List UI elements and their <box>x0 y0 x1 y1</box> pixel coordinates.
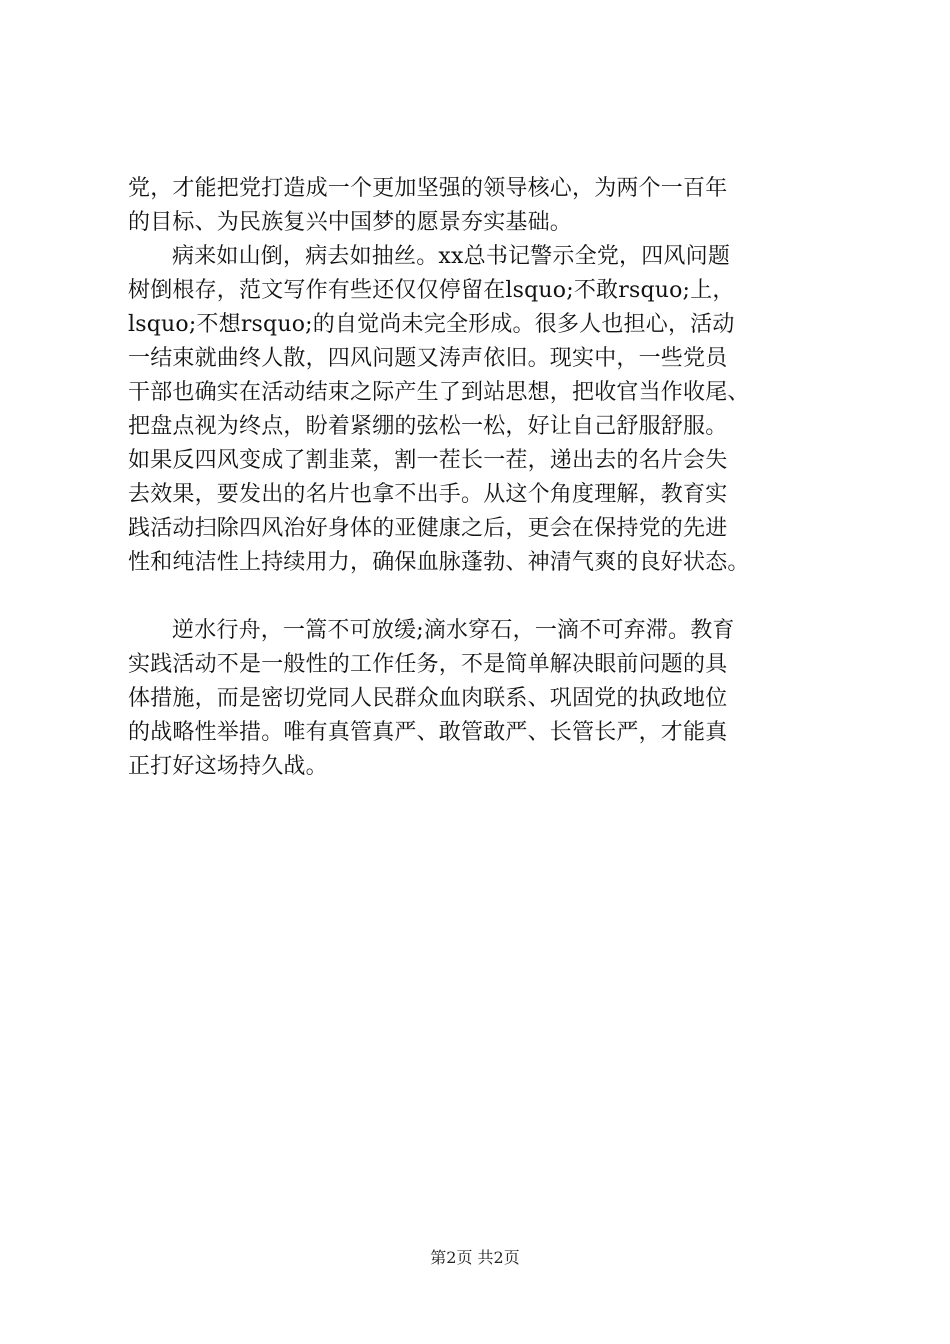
text-line: 党，才能把党打造成一个更加坚强的领导核心，为两个一百年 <box>128 176 728 201</box>
text-line: 如果反四风变成了割韭菜，割一茬长一茬，递出去的名片会失 <box>128 448 728 473</box>
text-line: 把盘点视为终点，盼着紧绷的弦松一松，好让自己舒服舒服。 <box>128 414 728 439</box>
text-line: 去效果，要发出的名片也拿不出手。从这个角度理解，教育实 <box>128 482 728 507</box>
text-line: lsquo;不想rsquo;的自觉尚未完全形成。很多人也担心，活动 <box>128 312 735 337</box>
paragraph-1 <box>128 172 828 240</box>
text-line: 干部也确实在活动结束之际产生了到站思想，把收官当作收尾、 <box>128 380 750 405</box>
text-line: 实践活动不是一般性的工作任务，不是简单解决眼前问题的具 <box>128 652 728 677</box>
text-line: 的战略性举措。唯有真管真严、敢管敢严、长管长严，才能真 <box>128 720 728 745</box>
text-line: 正打好这场持久战。 <box>128 754 328 779</box>
text-line: 体措施，而是密切党同人民群众血肉联系、巩固党的执政地位 <box>128 686 728 711</box>
text-line: 病来如山倒，病去如抽丝。xx总书记警示全党，四风问题 <box>172 244 731 269</box>
text-line: 性和纯洁性上持续用力，确保血脉蓬勃、神清气爽的良好状态。 <box>128 550 750 575</box>
document-body <box>128 172 828 784</box>
paragraph-3 <box>128 614 828 784</box>
text-line: 一结束就曲终人散，四风问题又涛声依旧。现实中，一些党员 <box>128 346 728 371</box>
paragraph-2 <box>128 240 828 580</box>
page-footer: 第2页 共2页 <box>430 1248 520 1267</box>
text-line: 的目标、为民族复兴中国梦的愿景夯实基础。 <box>128 210 573 235</box>
paragraph-spacer <box>128 580 828 614</box>
text-line: 树倒根存，范文写作有些还仅仅停留在lsquo;不敢rsquo;上， <box>128 278 735 303</box>
text-line: 践活动扫除四风治好身体的亚健康之后，更会在保持党的先进 <box>128 516 728 541</box>
text-line: 逆水行舟，一篙不可放缓;滴水穿石，一滴不可弃滞。教育 <box>172 618 735 643</box>
